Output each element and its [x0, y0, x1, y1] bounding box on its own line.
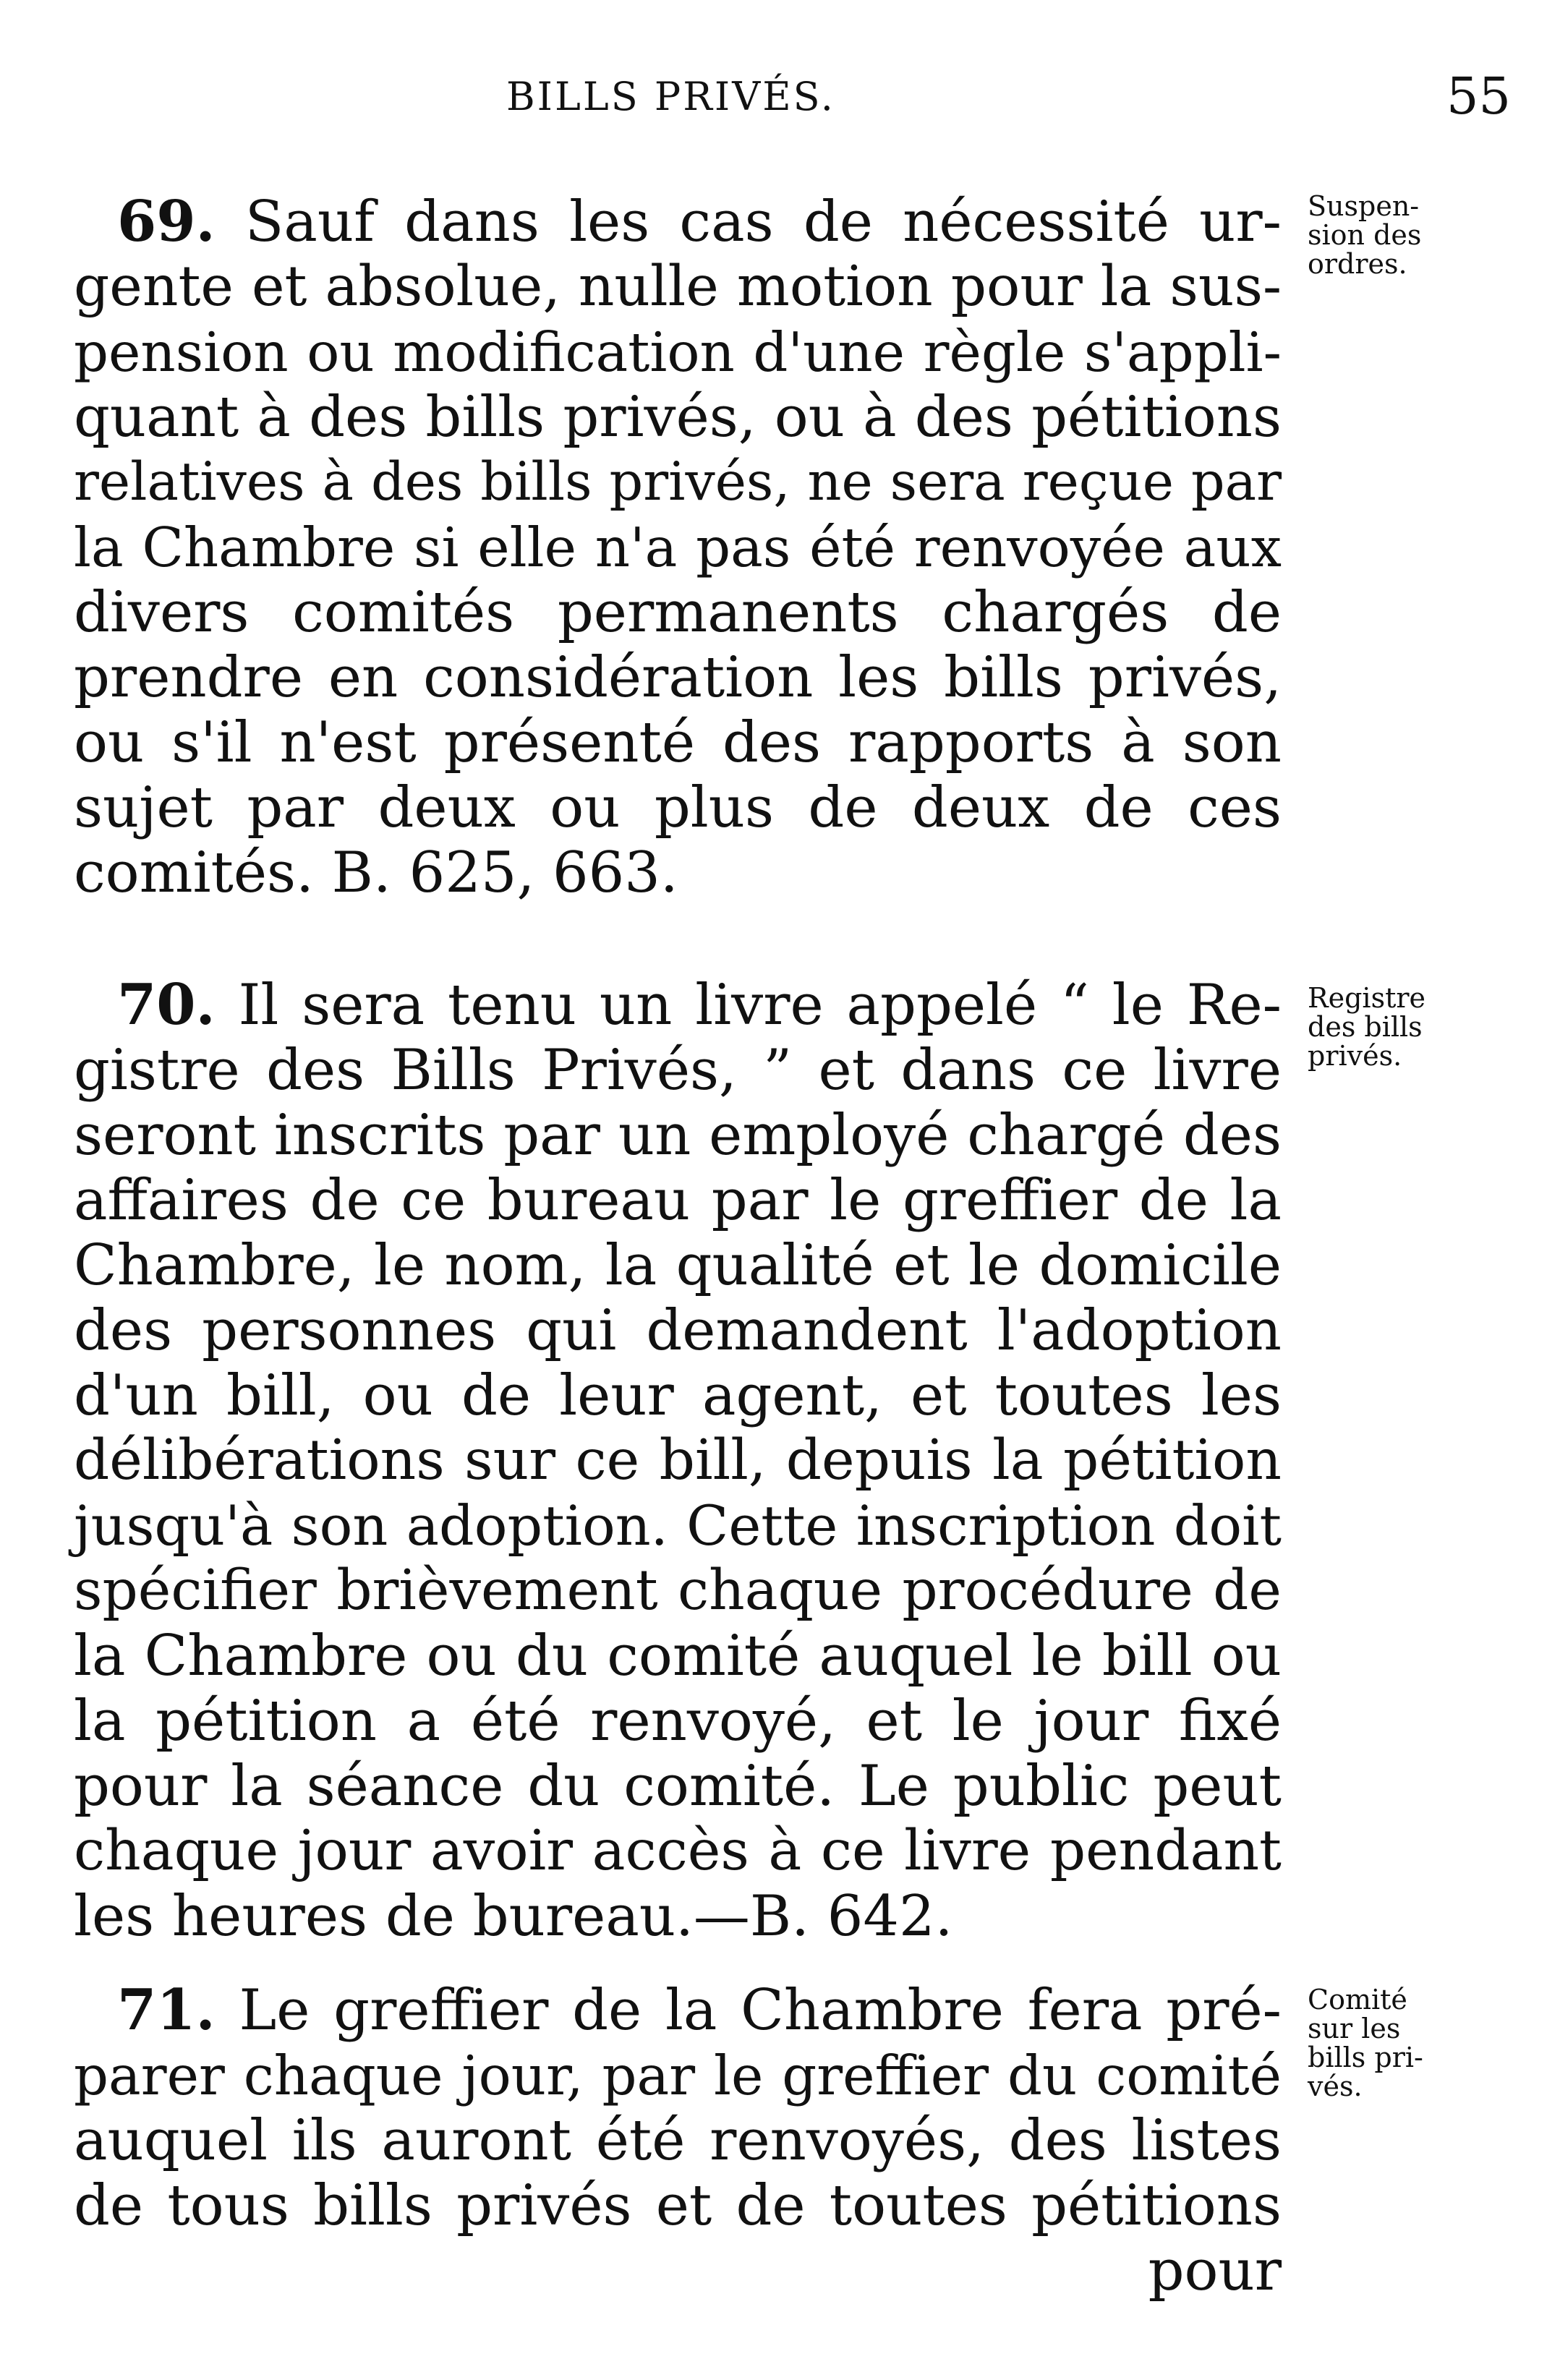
margin-note-line: bills pri- — [1308, 2042, 1423, 2073]
article-line: 71. Le greffier de la Chambre fera pré- — [117, 1977, 1282, 2043]
article-69 — [74, 189, 1282, 905]
article-line: 70. Il sera tenu un livre appelé “ le Re- — [117, 972, 1282, 1038]
article-line: seront inscrits par un employé chargé des — [74, 1103, 1282, 1168]
article-line: Chambre, le nom, la qualité et le domicile — [74, 1233, 1282, 1298]
article-line: pour la séance du comité. Le public peut — [74, 1754, 1282, 1819]
article-line: spécifier brièvement chaque procédure de — [74, 1558, 1282, 1623]
article-line: divers comités permanents chargés de — [74, 580, 1282, 645]
article-line: comités. B. 625, 663. — [74, 840, 678, 905]
article-line: de tous bills privés et de toutes pétitions — [74, 2173, 1282, 2238]
margin-note — [1308, 192, 1525, 278]
article-line: jusqu'à son adoption. Cette inscription doit — [74, 1493, 1282, 1558]
article-70 — [74, 973, 1282, 1949]
article-line: la pétition a été renvoyé, et le jour fixé — [74, 1689, 1282, 1754]
article-line: ou s'il n'est présenté des rapports à son — [74, 710, 1282, 775]
margin-note-line: des bills — [1308, 1011, 1423, 1043]
margin-note-line: ordres. — [1308, 248, 1407, 280]
article-line: auquel ils auront été renvoyés, des listes — [74, 2108, 1282, 2173]
margin-note-line: Registre — [1308, 982, 1426, 1014]
article-line: parer chaque jour, par le greffier du comité — [74, 2044, 1282, 2107]
article-line: gistre des Bills Privés, ” et dans ce livre — [74, 1038, 1282, 1103]
article-line: prendre en considération les bills privés, — [74, 645, 1282, 710]
margin-note-line: privés. — [1308, 1040, 1402, 1072]
margin-note — [1308, 984, 1525, 1070]
article-line: des personnes qui demandent l'adoption — [74, 1298, 1282, 1363]
article-line: chaque jour avoir accès à ce livre pendant — [74, 1819, 1282, 1883]
article-line: sujet par deux ou plus de deux de ces — [74, 775, 1282, 840]
margin-note — [1308, 1985, 1525, 2101]
article-line: la Chambre ou du comité auquel le bill ou — [74, 1624, 1282, 1689]
margin-note-line: sion des — [1308, 219, 1422, 251]
margin-note-line: Comité — [1308, 1984, 1407, 2016]
article-line: 69. Sauf dans les cas de nécessité ur- — [117, 189, 1282, 255]
margin-note-line: vés. — [1308, 2070, 1363, 2102]
article-line: d'un bill, ou de leur agent, et toutes les — [74, 1363, 1282, 1428]
article-line: affaires de ce bureau par le greffier de la — [74, 1168, 1282, 1233]
article-number: 69. — [117, 189, 216, 255]
article-number: 71. — [117, 1977, 216, 2043]
catchword: pour — [1148, 2238, 1282, 2303]
article-line: relatives à des bills privés, ne sera reçue par — [74, 451, 1282, 513]
article-line: quant à des bills privés, ou à des pétitions — [74, 385, 1282, 450]
page-header — [0, 67, 1560, 132]
article-line: pension ou modification d'une règle s'appli- — [74, 320, 1282, 384]
page-number: 55 — [1446, 67, 1512, 126]
margin-note-line: sur les — [1308, 2013, 1401, 2044]
article-line: les heures de bureau.—B. 642. — [74, 1884, 953, 1949]
article-line: délibérations sur ce bill, depuis la pétition — [74, 1428, 1282, 1493]
article-71 — [74, 1978, 1282, 2303]
article-number: 70. — [117, 972, 216, 1038]
article-line: gente et absolue, nulle motion pour la sus- — [74, 255, 1282, 319]
margin-note-line: Suspen- — [1308, 190, 1420, 222]
running-title: BILLS PRIVÉS. — [506, 74, 835, 119]
article-line: la Chambre si elle n'a pas été renvoyée aux — [74, 516, 1282, 579]
